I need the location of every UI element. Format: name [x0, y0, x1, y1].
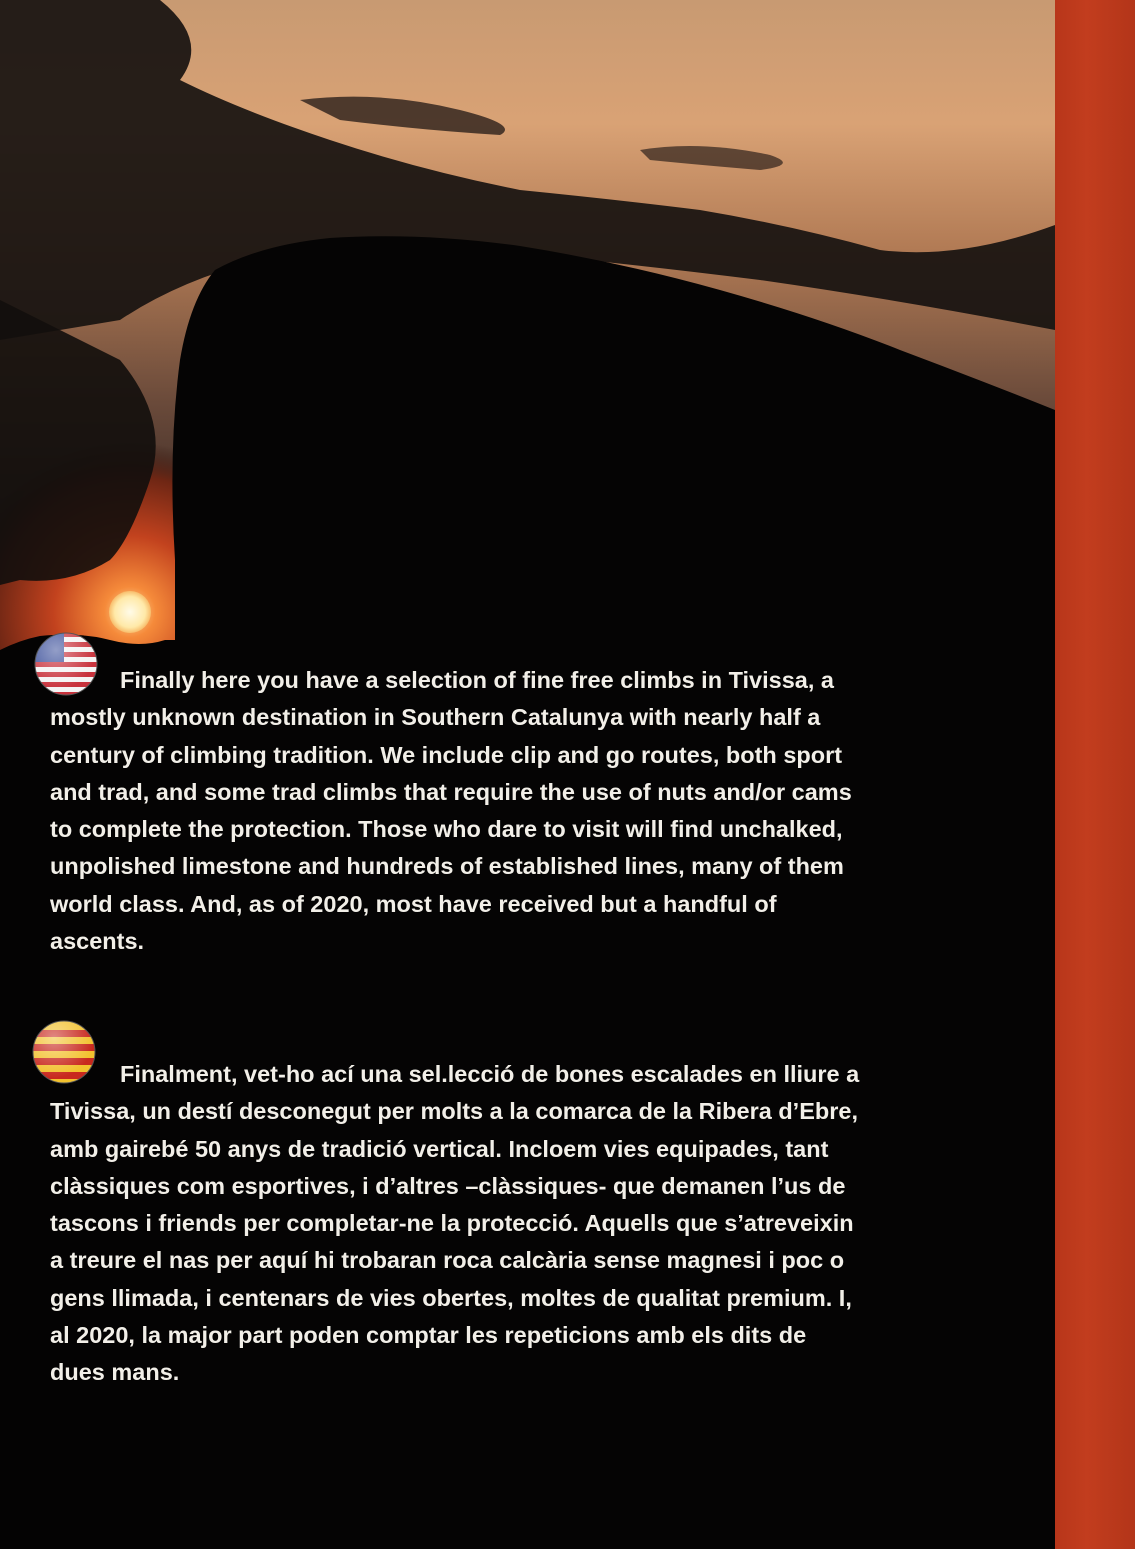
catalan-description [50, 1056, 990, 1392]
catalan-first-line: Finalment, vet-ho ací una sel.lecció de bones escalades en lliure a [120, 1061, 860, 1087]
catalan-body: Tivissa, un destí desconegut per molts a la comarca de la Ribera d’Ebre, amb gairebé 50 anys de tradició vertical. Incloem vies equipades, tant clàssiques com esportives, i d’altres –clàssiques- que demanen l’us de tascons i friends per completar-ne la protecció. Aquells que s’atreveixin a treure el nas per aquí hi trobaran roca calcària sense magnesi i poc o gens llimada, i centenars de vies obertes, moltes de qualitat premium. I, al 2020, la major part poden comptar les repeticions amb els dits de dues mans. [50, 1098, 858, 1386]
english-first-line: Finally here you have a selection of fine free climbs in Tivissa, a [120, 667, 834, 693]
book-spine [1055, 0, 1135, 1549]
english-body: mostly unknown destination in Southern Catalunya with nearly half a century of climbing tradition. We include clip and go routes, both sport and trad, and some trad climbs that require the use of nuts and/or cams to complete the protection. Those who dare to visit will find unchalked, unpolished limestone and hundreds of established lines, many of them world class. And, as of 2020, most have received but a handful of ascents. [50, 704, 852, 955]
english-description [50, 662, 990, 960]
sun [109, 591, 151, 633]
